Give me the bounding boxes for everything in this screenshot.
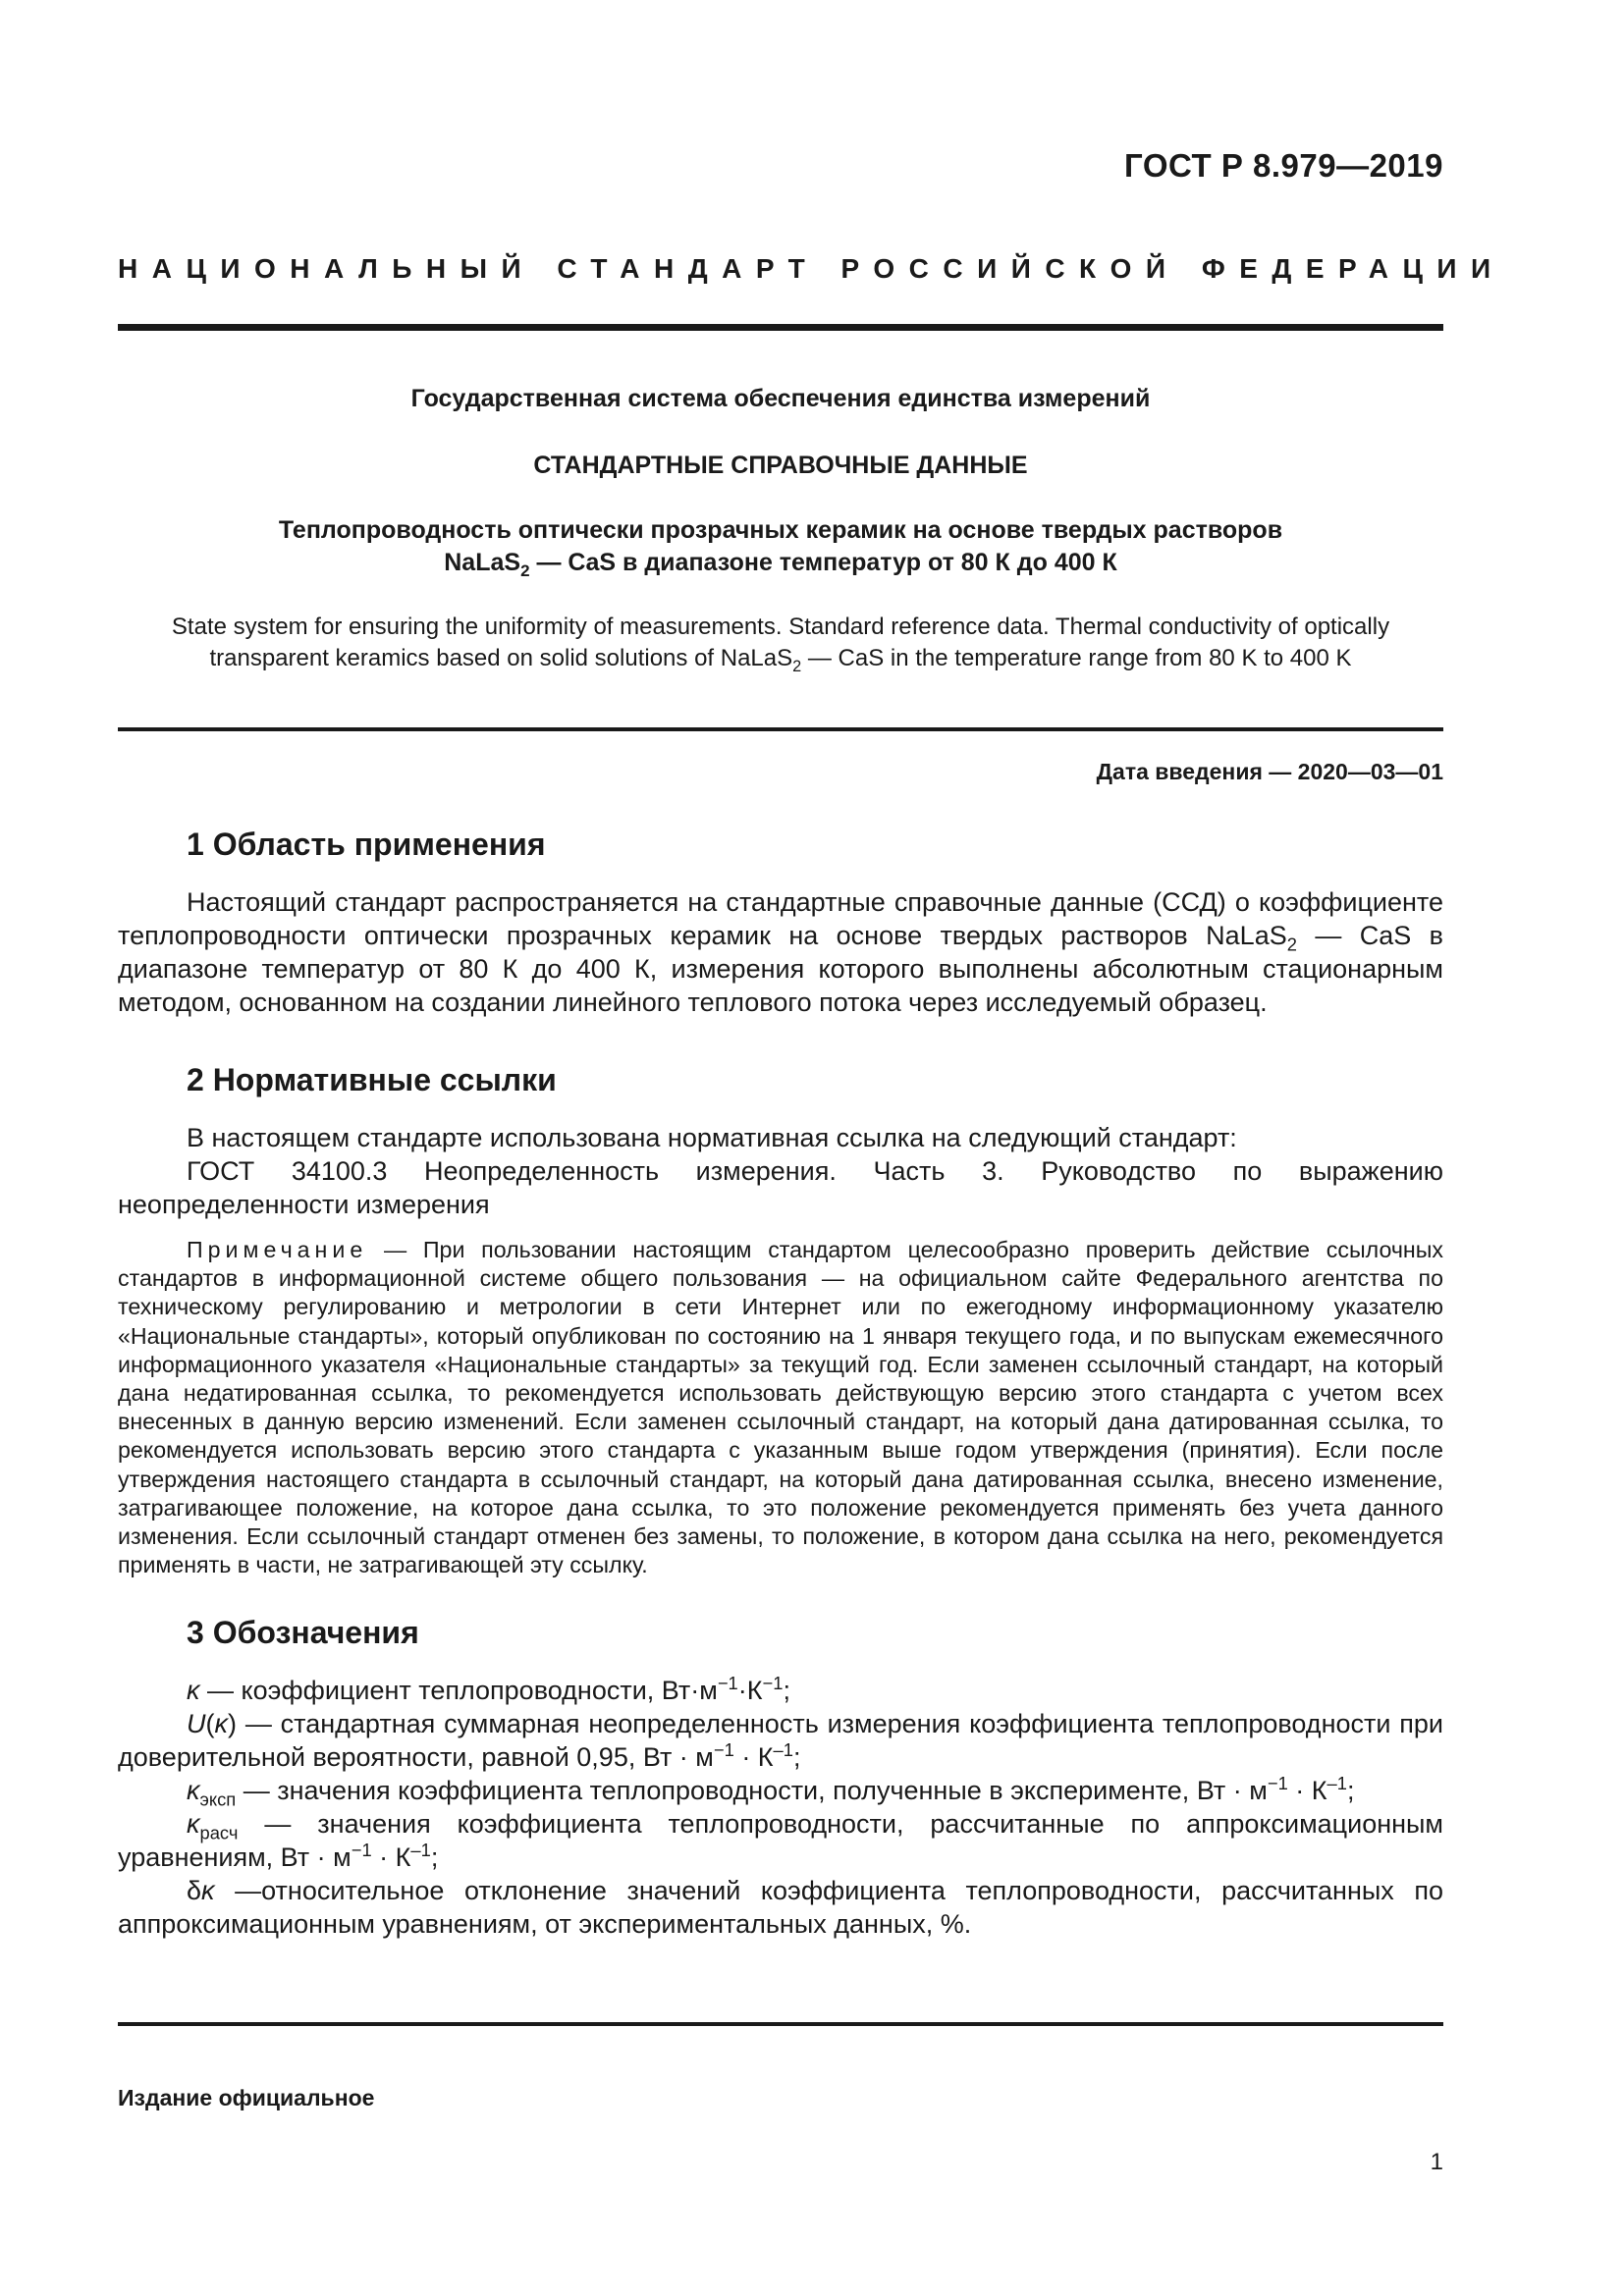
header-rule [118, 324, 1443, 331]
symbol-kappa: κ — коэффициент теплопроводности, $Вт\cdot м^{-1}\cdot К^{-1}$; [187, 1673, 790, 1705]
note-label: Примечание [187, 1237, 368, 1262]
english-line-2: transparent keramics based on solid solutions of NaLaS$_2$ — CaS in the temperature range from 80 K to 400 K [209, 645, 1352, 675]
symbols-list [118, 1674, 1443, 1941]
section-2-text [118, 1121, 1443, 1221]
document-title [118, 514, 1443, 579]
title-rule [118, 727, 1443, 731]
page-number: 1 [1430, 2149, 1443, 2175]
symbol-kappa-calc: $\kappa_{расч}$ — значения коэффициента теплопроводности, рассчитанные по аппроксимационным уравнениям, Вт · $м^{-1} \cdot К^{-1}$; [118, 1809, 1443, 1872]
section-1-text: Настоящий стандарт распространяется на стандартные справочные данные (ССД) о коэффициенте теплопроводности оптически прозрачных керамик на основе твердых растворов NaLaS$_2$ — CaS в диапазоне температур от 80 К до 400 К, измерения которого выполнены абсолютным стационарным методом, основанном на создании линейного теплового потока через исследуемый образец. [118, 887, 1443, 1017]
english-title [118, 612, 1443, 674]
gost-number: ГОСТ Р 8.979—2019 [1124, 147, 1443, 184]
system-title: Государственная система обеспечения единства измерений [410, 385, 1151, 412]
section-1-heading: 1 Область применения [187, 827, 546, 862]
symbol-kappa-exp: $\kappa_{эксп}$ — значения коэффициента теплопроводности, полученные в эксперименте, Вт · $м^{-1} \cdot К^{-1}$; [187, 1773, 1355, 1810]
section-2-para-2: ГОСТ 34100.3 Неопределенность измерения. Часть 3. Руководство по выражению неопределенности измерения [118, 1156, 1443, 1219]
title-line-2: NaLaS$_2$ — CaS в диапазоне температур от 80 К до 400 К [444, 549, 1117, 580]
footer-rule [118, 2022, 1443, 2026]
section-3-heading: 3 Обозначения [187, 1615, 419, 1650]
category-title: СТАНДАРТНЫЕ СПРАВОЧНЫЕ ДАННЫЕ [533, 452, 1028, 479]
symbol-delta-kappa: δκ —относительное отклонение значений коэффициента теплопроводности, рассчитанных по аппроксимационным уравнениям, от экспериментальных данных, %. [118, 1876, 1443, 1939]
title-line-1: Теплопроводность оптически прозрачных керамик на основе твердых растворов [278, 516, 1283, 544]
english-line-1: State system for ensuring the uniformity of measurements. Standard reference data. Thermal conductivity of optically [171, 614, 1390, 640]
official-edition: Издание официальное [118, 2085, 375, 2110]
intro-date: Дата введения — 2020—03—01 [1096, 759, 1443, 784]
section-2-para-1: В настоящем стандарте использована нормативная ссылка на следующий стандарт: [187, 1123, 1237, 1152]
note-block [118, 1236, 1443, 1579]
note-text: — При пользовании настоящим стандартом целесообразно проверить действие ссылочных стандартов в информационной системе общего пользования — на официальном сайте Федерального агентства по техническому регулированию и метрологии в сети Интернет или по ежегодному информационному указателю «Национальные стандарты», который опубликован по состоянию на 1 января текущего года, и по выпускам ежемесячного информационного указателя «Национальные стандарты» за текущий год. Если заменен ссылочный стандарт, на который дана недатированная ссылка, то рекомендуется использовать действующую версию этого стандарта с учетом всех внесенных в данную версию изменений. Если заменен ссылочный стандарт, на который дана датированная ссылка, то рекомендуется использовать версию этого стандарта с указанным выше годом утверждения (принятия). Если после утверждения настоящего стандарта в ссылочный стандарт, на который дана датированная ссылка, внесено изменение, затрагивающее положение, на которое дана ссылка, то это положение рекомендуется применять без учета данного изменения. Если ссылочный стандарт отменен без замены, то положение, в котором дана ссылка на него, рекомендуется применять в части, не затрагивающей эту ссылку. [118, 1237, 1443, 1578]
symbol-u-kappa: U(κ) — стандартная суммарная неопределенность измерения коэффициента теплопроводности при доверительной вероятности, равной 0,95, Вт · $м^{-1} \cdot К^{-1}$; [118, 1709, 1443, 1772]
section-2-heading: 2 Нормативные ссылки [187, 1062, 557, 1097]
national-standard-banner: НАЦИОНАЛЬНЫЙ СТАНДАРТ РОССИЙСКОЙ ФЕДЕРАЦИИ [118, 253, 1505, 284]
